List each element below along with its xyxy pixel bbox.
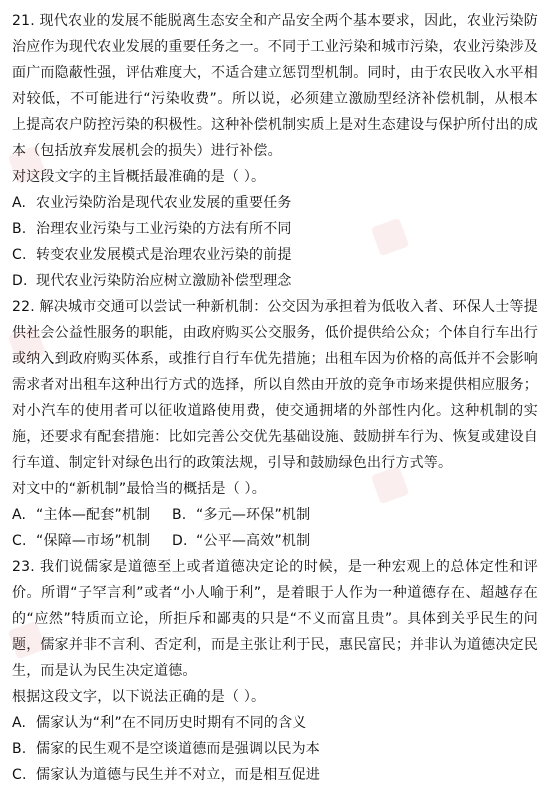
- option-label: B.: [172, 507, 187, 523]
- option-label: B.: [12, 221, 27, 237]
- option-text: “多元—环保”机制: [196, 507, 311, 523]
- option-label: D.: [172, 533, 188, 549]
- option-label: C.: [12, 767, 27, 783]
- option-text: 转变农业发展模式是治理农业污染的前提: [36, 247, 292, 263]
- option-label: A.: [12, 195, 27, 211]
- q21-stem: 21. 现代农业的发展不能脱离生态安全和产品安全两个基本要求，因此，农业污染防治应作为现代农业发展的重要任务之一。不同于工业污染和城市污染，农业污染涉及面广而隐蔽性强，评估难度大，不适合建立惩罚型机制。同时，由于农民收入水平相对较低，不可能进行“污染收费”。所以说，必须建立激励型经济补偿机制，从根本上提高农户防控污染的积极性。这种补偿机制实质上是对生态建设与保护所付出的成本（包括放弃发展机会的损失）进行补偿。: [12, 13, 538, 159]
- option-text: 儒家的民生观不是空谈道德而是强调以民为本: [36, 741, 320, 757]
- q22-stem: 22. 解决城市交通可以尝试一种新机制：公交因为承担着为低收入者、环保人士等提供社会公益性服务的职能，由政府购买公交服务，低价提供给公众；个体自行车出行或纳入到政府购买体系，或推行自行车优先措施；出租车因为价格的高低并不会影响需求者对出租车这种出行方式的选择，所以自然由开放的竞争市场来提供相应服务；对小汽车的使用者可以征收道路使用费，使交通拥堵的外部性内化。这种机制的实施，还要求有配套措施：比如完善公交优先基础设施、鼓励拼车行为、恢复或建设自行车道、制定针对绿色出行的政策法规，引导和鼓励绿色出行方式等。: [12, 299, 538, 471]
- option-label: C.: [12, 533, 27, 549]
- q21-question: 对这段文字的主旨概括最准确的是（ ）。: [12, 169, 266, 185]
- option-text: “主体—配套”机制: [36, 507, 151, 523]
- option-label: A.: [12, 507, 27, 523]
- q22-option-d: [172, 528, 332, 554]
- q22-option-b: [172, 502, 332, 528]
- q22-option-a: [12, 502, 172, 528]
- q22-options-row-1: [12, 502, 538, 528]
- q21-option-b: [12, 216, 538, 242]
- option-label: D.: [12, 273, 28, 289]
- q21-option-a: [12, 190, 538, 216]
- q23-stem: 23. 我们说儒家是道德至上或者道德决定论的时候，是一种宏观上的总体定性和评价。所谓“子罕言利”或者“小人喻于利”，是着眼于人作为一种道德存在、超越存在的“应然”特质而立论，所拒斥和鄙夷的只是“不义而富且贵”。具体到关乎民生的问题，儒家并非不言利、否定利，而是主张让利于民，惠民富民；并非认为道德决定民生，而是认为民生决定道德。: [12, 559, 538, 679]
- option-text: 农业污染防治是现代农业发展的重要任务: [36, 195, 292, 211]
- option-text: “保障—市场”机制: [36, 533, 151, 549]
- option-text: “公平—高效”机制: [196, 533, 311, 549]
- q22-question: 对文中的“新机制”最恰当的概括是（ ）。: [12, 481, 266, 497]
- q21-option-d: [12, 268, 538, 294]
- q21-option-c: [12, 242, 538, 268]
- option-text: 儒家认为“利”在不同历史时期有不同的含义: [36, 715, 307, 731]
- q22-options-row-2: [12, 528, 538, 554]
- q22-option-c: [12, 528, 172, 554]
- q23-option-b: [12, 736, 538, 762]
- option-label: C.: [12, 247, 27, 263]
- option-text: 现代农业污染防治应树立激励补偿型理念: [36, 273, 292, 289]
- option-text: 治理农业污染与工业污染的方法有所不同: [36, 221, 292, 237]
- option-text: 儒家认为道德与民生并不对立，而是相互促进: [36, 767, 320, 783]
- q23-option-c: [12, 762, 538, 788]
- q23-question: 根据这段文字，以下说法正确的是（ ）。: [12, 689, 266, 705]
- option-label: A.: [12, 715, 27, 731]
- option-label: B.: [12, 741, 27, 757]
- q23-option-a: [12, 710, 538, 736]
